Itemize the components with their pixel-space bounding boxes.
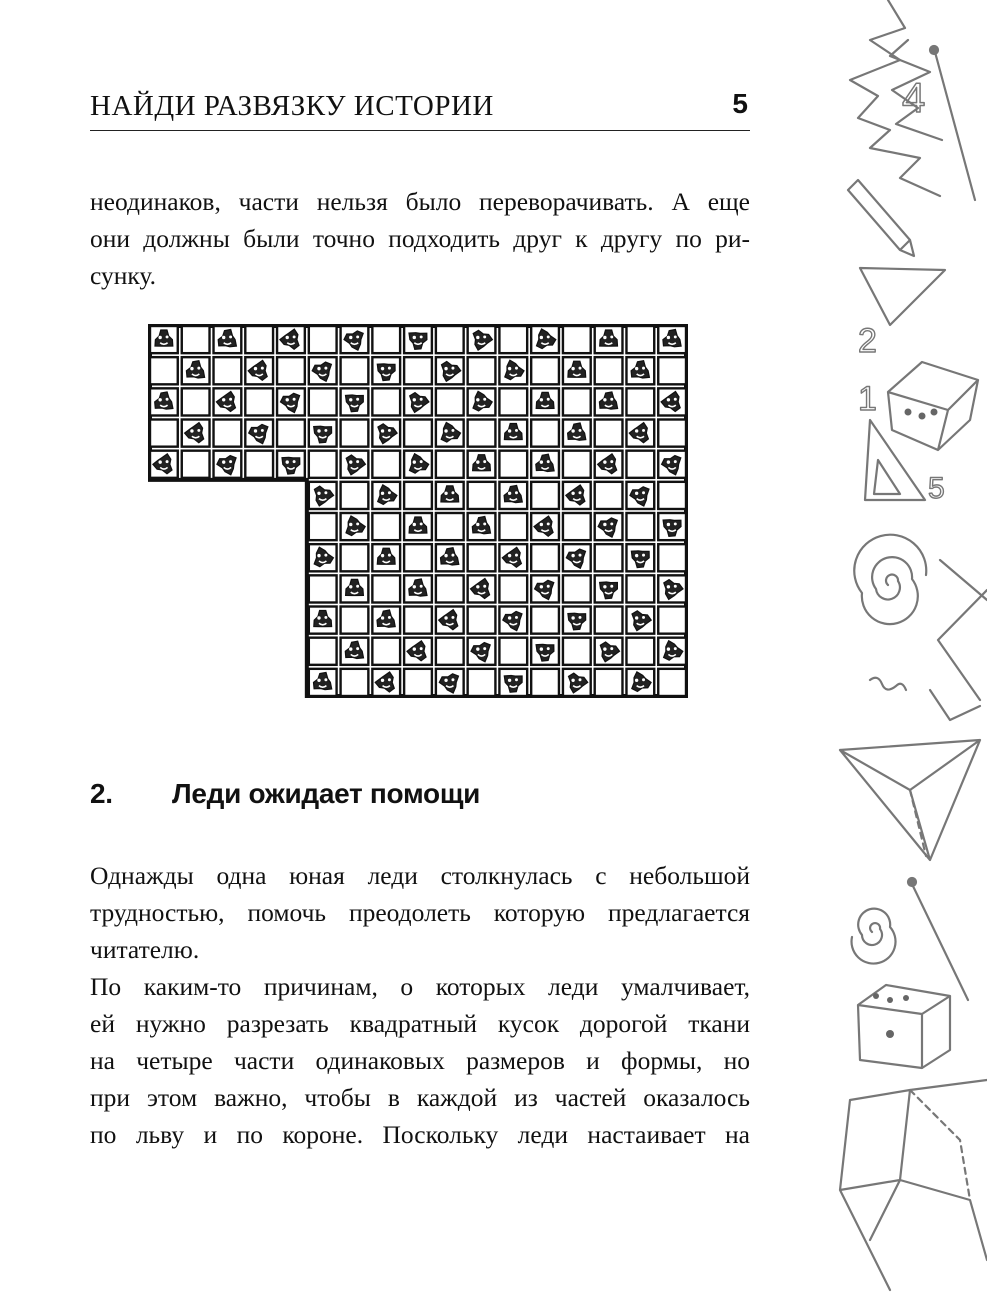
board-cell [595, 669, 623, 696]
board-cell [436, 326, 464, 353]
board-cell [214, 357, 242, 384]
board-cell [341, 669, 369, 696]
board-cell [531, 357, 559, 384]
board-cell [499, 326, 527, 353]
board-cell [658, 607, 686, 634]
board-cell [499, 388, 527, 415]
number-doodle: 2 [858, 322, 877, 360]
section-number: 2. [90, 778, 113, 809]
board-cell [436, 513, 464, 540]
board-cell [404, 544, 432, 571]
board-cell [499, 513, 527, 540]
board-cell [595, 544, 623, 571]
board-cell [468, 607, 496, 634]
board-cell [436, 451, 464, 478]
board-cell [277, 357, 305, 384]
ruler-doodle [938, 560, 987, 700]
board-cell [404, 357, 432, 384]
board-cell [626, 513, 654, 540]
section-title: Леди ожидает помощи [172, 778, 481, 809]
triangle-doodle [860, 268, 945, 325]
spiral-doodle [852, 909, 896, 964]
spiral-doodle [854, 535, 926, 624]
board-cell [531, 669, 559, 696]
board-cell [245, 326, 273, 353]
board-cell [436, 638, 464, 665]
board-cell [150, 420, 178, 447]
board-cell [150, 357, 178, 384]
board-cell [499, 638, 527, 665]
board-cell [182, 326, 210, 353]
board-cell [309, 326, 337, 353]
body-paragraph [90, 968, 750, 1153]
board-cell [436, 388, 464, 415]
squiggle-doodle [930, 690, 980, 720]
puzzle-board [148, 324, 688, 698]
board-cell [658, 482, 686, 509]
board-cell [404, 669, 432, 696]
board-cell [214, 420, 242, 447]
text-line: по льву и по короне. Поскольку леди настаивает на [90, 1120, 750, 1149]
board-cell [372, 638, 400, 665]
page-header [90, 88, 750, 131]
board-cell [531, 607, 559, 634]
board-cell [245, 388, 273, 415]
board-cell [468, 357, 496, 384]
board-cell [499, 575, 527, 602]
board-cell [372, 513, 400, 540]
board-cell [595, 482, 623, 509]
running-title: НАЙДИ РАЗВЯЗКУ ИСТОРИИ [90, 90, 494, 122]
board-cell [626, 575, 654, 602]
pyramid-doodle [840, 740, 980, 860]
board-cell [626, 388, 654, 415]
board-cell [595, 420, 623, 447]
board-cell [563, 326, 591, 353]
board-cell [531, 482, 559, 509]
zigzag-doodle [850, 0, 940, 196]
board-cell [341, 544, 369, 571]
board-cell [404, 482, 432, 509]
number-doodle: 1 [858, 380, 877, 418]
pencil-icon [848, 180, 914, 256]
board-cell [404, 420, 432, 447]
matchstick-doodle [912, 884, 968, 1000]
board-cell [563, 388, 591, 415]
polyhedron-doodle [840, 1080, 987, 1290]
board-cell [309, 638, 337, 665]
board-cell [309, 513, 337, 540]
board-cell [595, 607, 623, 634]
board-cell [658, 420, 686, 447]
board-cell [531, 544, 559, 571]
board-cell [341, 482, 369, 509]
board-cell [436, 575, 464, 602]
board-cell [626, 451, 654, 478]
text-line: ей нужно разрезать квадратный кусок дорогой ткани [90, 1009, 750, 1038]
page-number: 5 [732, 88, 748, 119]
board-cell [658, 357, 686, 384]
board-cell [563, 638, 591, 665]
board-cell [468, 482, 496, 509]
board-cell [341, 607, 369, 634]
board-cell [309, 451, 337, 478]
dice-icon [888, 362, 978, 450]
text-line: сунку. [90, 261, 156, 290]
board-cell [372, 388, 400, 415]
board-cell [563, 513, 591, 540]
board-cell [563, 575, 591, 602]
board-cell [531, 420, 559, 447]
board-cell [563, 451, 591, 478]
matchstick-doodle [935, 52, 975, 200]
board-cell [341, 357, 369, 384]
board-cell [309, 575, 337, 602]
board-cell [182, 451, 210, 478]
text-line: при этом важно, чтобы в каждой из частей оказалось [90, 1083, 750, 1112]
board-cell [277, 420, 305, 447]
board-cell [658, 544, 686, 571]
board-cell [372, 575, 400, 602]
board-cell [372, 326, 400, 353]
board-cell [309, 388, 337, 415]
board-cell [341, 420, 369, 447]
body-paragraph [90, 857, 750, 968]
text-line: они должны были точно подходить друг к другу по ри- [90, 224, 750, 253]
board-cell [404, 607, 432, 634]
text-line: трудностью, помочь преодолеть которую предлагается [90, 898, 750, 927]
text-line: неодинаков, части нельзя было переворачивать. А еще [90, 187, 750, 216]
board-cell [468, 669, 496, 696]
text-line: читателю. [90, 935, 200, 964]
board-cell [626, 326, 654, 353]
board-cell [182, 388, 210, 415]
text-line: на четыре части одинаковых размеров и формы, но [90, 1046, 750, 1075]
board-cell [245, 451, 273, 478]
number-doodle: 4 [902, 74, 926, 121]
board-cell [626, 638, 654, 665]
intro-paragraph [90, 183, 750, 294]
board-cell [595, 357, 623, 384]
board-cell [468, 420, 496, 447]
text-line: Однажды одна юная леди столкнулась с небольшой [90, 861, 750, 890]
math-doodle-sidebar [830, 0, 987, 1300]
board-cell [372, 451, 400, 478]
text-line: По каким-то причинам, о которых леди умалчивает, [90, 972, 750, 1001]
board-cell [658, 669, 686, 696]
squiggle-doodle [870, 678, 906, 690]
board-cell [499, 451, 527, 478]
board-cell [468, 544, 496, 571]
number-doodle: 5 [928, 472, 945, 505]
